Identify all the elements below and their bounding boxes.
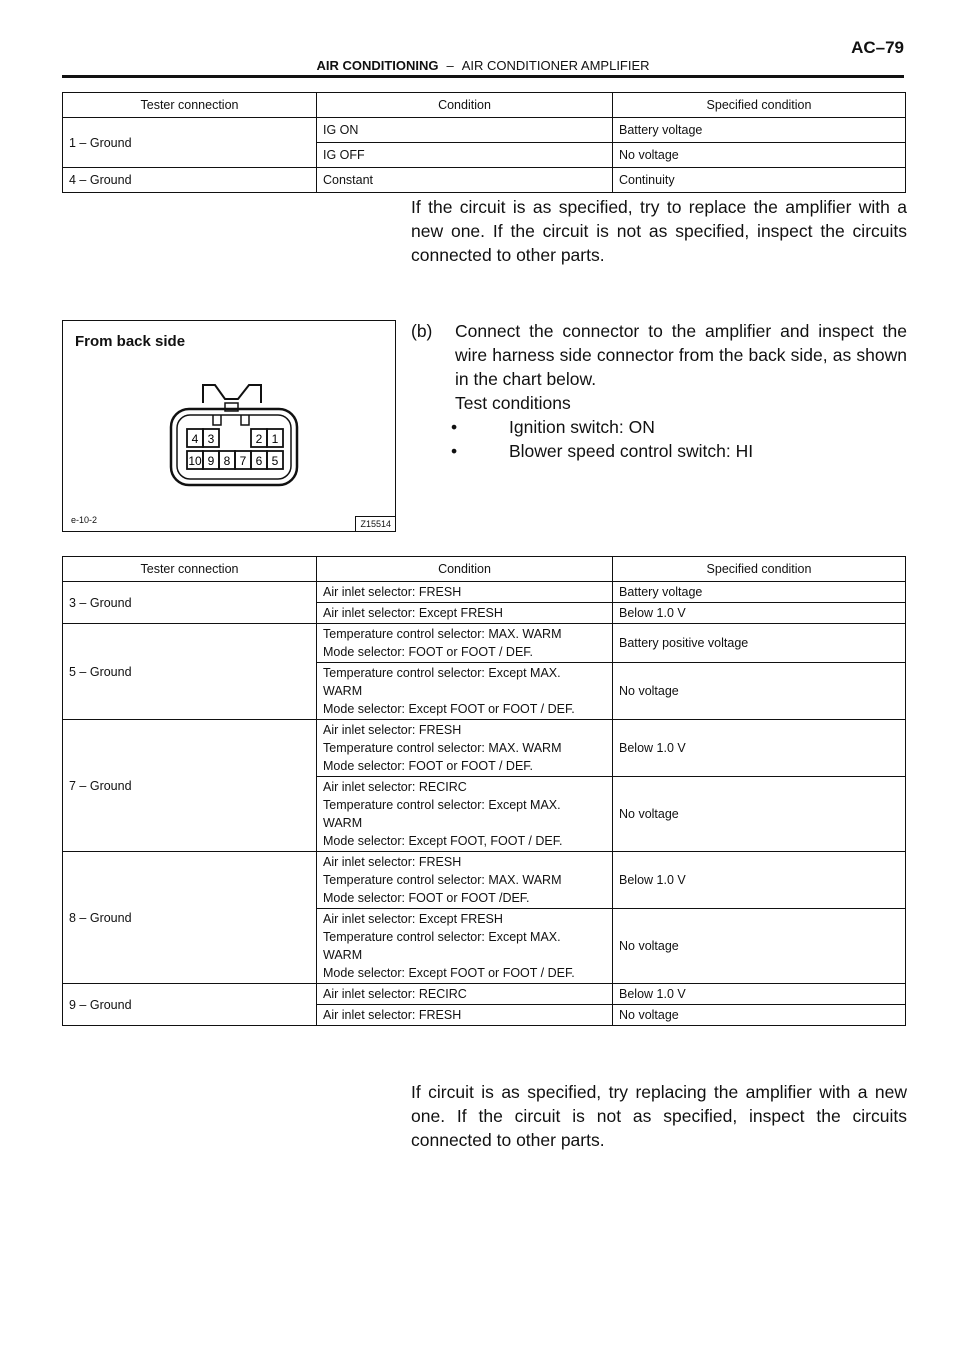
table-header-cell: Tester connection [63, 93, 317, 118]
condition-cell [317, 582, 613, 603]
pin-number: 8 [223, 454, 231, 468]
condition-cell [317, 852, 613, 909]
condition-line: Temperature control selector: MAX. WARM [323, 741, 562, 755]
terminal-cell: 7 – Ground [63, 720, 317, 852]
connector-figure [62, 320, 396, 532]
spec-cell: No voltage [613, 777, 906, 852]
condition-line: Mode selector: FOOT or FOOT /DEF. [323, 891, 530, 905]
result-paragraph-1: If the circuit is as specified, try to replace the amplifier with a new one. If the circuit is not as specified, inspect the circuits connected to other parts. [411, 197, 907, 265]
subsection-title: AIR CONDITIONER AMPLIFIER [461, 58, 650, 73]
figure-code-left: e-10-2 [71, 515, 98, 525]
pin-number: 10 [188, 454, 202, 468]
table-header-row [63, 557, 906, 582]
condition-line: Air inlet selector: FRESH [323, 585, 462, 599]
pin-row-top [187, 429, 283, 447]
step-text [455, 319, 907, 415]
pin-number: 1 [271, 432, 279, 446]
figure-title: From back side [75, 333, 186, 350]
table-row [63, 852, 906, 909]
test-condition-item: • Ignition switch: ON [451, 417, 655, 437]
condition-cell [317, 603, 613, 624]
condition-cell [317, 1005, 613, 1026]
pin-number: 4 [191, 432, 199, 446]
condition-cell [317, 624, 613, 663]
page-header [62, 58, 904, 78]
terminal-cell: 9 – Ground [63, 984, 317, 1026]
condition-line: Air inlet selector: FRESH [323, 723, 462, 737]
condition-line: Temperature control selector: MAX. WARM [323, 627, 562, 641]
condition-line: Air inlet selector: FRESH [323, 1008, 462, 1022]
connector-diagram [63, 321, 395, 531]
terminal-cell: 8 – Ground [63, 852, 317, 984]
terminal-cell: 1 – Ground [63, 118, 317, 168]
condition-line: Mode selector: Except FOOT or FOOT / DEF. [323, 702, 575, 716]
condition-line: Mode selector: Except FOOT or FOOT / DEF. [323, 966, 575, 980]
table-row [63, 582, 906, 603]
table-row [63, 118, 906, 143]
condition-line: Mode selector: Except FOOT, FOOT / DEF. [323, 834, 563, 848]
condition-cell: Constant [317, 168, 613, 193]
bullet-icon: • [451, 441, 458, 461]
table-header-cell: Condition [317, 93, 613, 118]
condition-line: WARM [323, 816, 363, 830]
table-row [63, 720, 906, 777]
spec-cell: No voltage [613, 663, 906, 720]
spec-cell: No voltage [613, 143, 906, 168]
condition-line: Air inlet selector: FRESH [323, 855, 462, 869]
condition-cell [317, 984, 613, 1005]
condition-line: Air inlet selector: RECIRC [323, 780, 467, 794]
spec-cell: Battery voltage [613, 118, 906, 143]
table-row [63, 984, 906, 1005]
figure-code-right: Z15514 [355, 516, 395, 531]
table-header-cell: Condition [317, 557, 613, 582]
condition-line: Air inlet selector: Except FRESH [323, 912, 503, 926]
spec-cell: No voltage [613, 1005, 906, 1026]
condition-line: Air inlet selector: Except FRESH [323, 606, 503, 620]
table-header-cell: Specified condition [613, 93, 906, 118]
condition-line: Temperature control selector: MAX. WARM [323, 873, 562, 887]
spec-cell: Battery voltage [613, 582, 906, 603]
condition-cell [317, 663, 613, 720]
table-header-cell: Tester connection [63, 557, 317, 582]
bullet-icon: • [451, 417, 458, 437]
step-b [411, 319, 907, 463]
condition-cell [317, 720, 613, 777]
condition-line: Mode selector: FOOT or FOOT / DEF. [323, 759, 534, 773]
table-header-cell: Specified condition [613, 557, 906, 582]
spec-cell: No voltage [613, 909, 906, 984]
condition-cell: IG OFF [317, 143, 613, 168]
condition-cell [317, 777, 613, 852]
test-conditions-list [411, 415, 907, 463]
connector-lock-tab [203, 385, 261, 403]
inspection-table-terminals [62, 556, 906, 1026]
pin-number: 3 [207, 432, 215, 446]
test-condition-item: • Blower speed control switch: HI [451, 441, 754, 461]
terminal-cell: 4 – Ground [63, 168, 317, 193]
result-paragraph-2: If circuit is as specified, try replacing the amplifier with a new one. If the circuit is not as specified, inspect the circuits connected to other parts. [411, 1082, 907, 1150]
spec-cell: Below 1.0 V [613, 720, 906, 777]
pin-row-bottom [187, 451, 283, 469]
condition-line: Air inlet selector: RECIRC [323, 987, 467, 1001]
pin-number: 2 [255, 432, 263, 446]
condition-line: Mode selector: FOOT or FOOT / DEF. [323, 645, 534, 659]
condition-cell [317, 909, 613, 984]
spec-cell: Below 1.0 V [613, 852, 906, 909]
step-label: (b) [411, 321, 433, 341]
spec-cell: Below 1.0 V [613, 984, 906, 1005]
condition-line: Temperature control selector: Except MAX. [323, 930, 561, 944]
condition-line: Temperature control selector: Except MAX. [323, 798, 561, 812]
condition-line: WARM [323, 948, 363, 962]
spec-cell: Battery positive voltage [613, 624, 906, 663]
table-row [63, 624, 906, 663]
table-row [63, 168, 906, 193]
condition-line: WARM [323, 684, 363, 698]
pin-number: 9 [207, 454, 215, 468]
condition-cell: IG ON [317, 118, 613, 143]
section-title: AIR CONDITIONING [316, 58, 439, 73]
pin-number: 5 [271, 454, 279, 468]
pin-number: 7 [239, 454, 247, 468]
condition-line: Temperature control selector: Except MAX. [323, 666, 561, 680]
step-instruction: Connect the connector to the amplifier and inspect the wire harness side connector from the back side, as shown in the chart below. [455, 321, 907, 389]
page-number: AC–79 [851, 38, 904, 57]
spec-cell: Below 1.0 V [613, 603, 906, 624]
pin-number: 6 [255, 454, 263, 468]
test-conditions-title: Test conditions [455, 393, 571, 413]
spec-cell: Continuity [613, 168, 906, 193]
inspection-table-power [62, 92, 906, 193]
terminal-cell: 5 – Ground [63, 624, 317, 720]
header-separator: – [446, 58, 454, 73]
table-header-row [63, 93, 906, 118]
terminal-cell: 3 – Ground [63, 582, 317, 624]
